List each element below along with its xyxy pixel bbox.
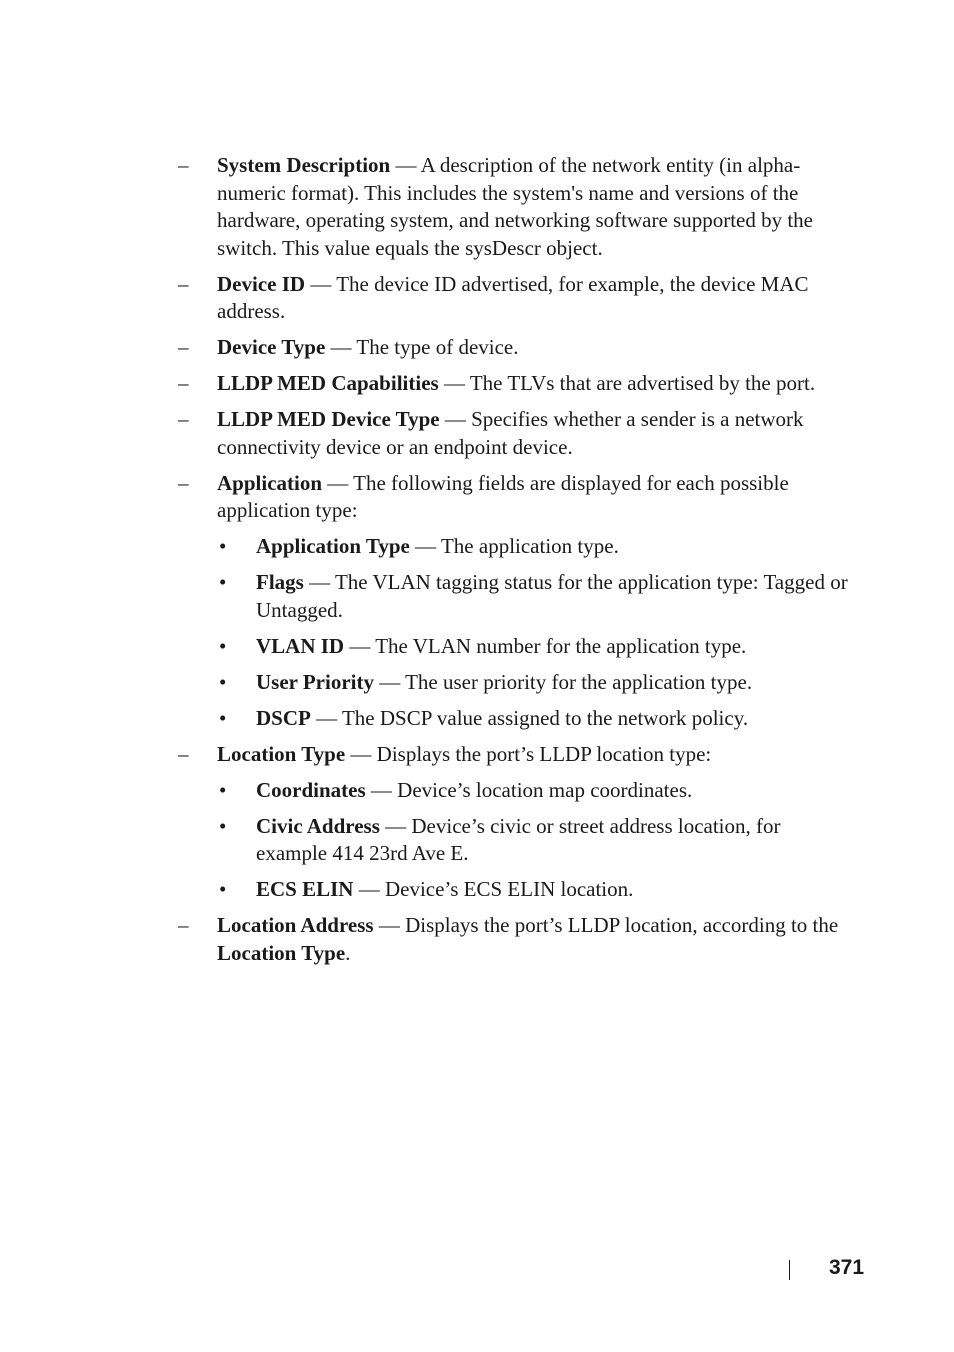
separator: — <box>310 705 342 730</box>
term-label: User Priority <box>256 669 374 694</box>
separator: — <box>373 669 406 694</box>
sublist-item-user-priority <box>0 669 856 697</box>
bullet-marker: • <box>219 813 227 838</box>
dash-marker: – <box>178 741 189 766</box>
dash-marker: – <box>178 153 189 177</box>
term-description: The VLAN number for the application type. <box>375 633 747 658</box>
term-description: Device’s ECS ELIN location. <box>384 877 634 901</box>
separator: — <box>390 153 421 177</box>
sublist-item-vlan-id <box>0 633 856 661</box>
sentence-end: . <box>345 940 351 965</box>
list-item-location-address <box>0 912 853 967</box>
bullet-marker: • <box>219 669 227 694</box>
list-item-device-type <box>0 334 853 362</box>
bullet-marker: • <box>219 633 227 658</box>
dash-marker: – <box>178 371 189 395</box>
bullet-marker: • <box>219 877 227 901</box>
list-item-location-type <box>0 741 853 769</box>
term-label: Flags <box>256 570 304 594</box>
bullet-marker: • <box>219 570 227 594</box>
page-number: 371 <box>829 1256 865 1279</box>
sublist-item-coordinates <box>0 777 856 805</box>
dash-marker: – <box>178 335 189 359</box>
term-label: Application Type <box>256 534 410 558</box>
bullet-marker: • <box>219 705 227 730</box>
sublist-item-civic-address <box>0 813 856 868</box>
term-label: LLDP MED Capabilities <box>217 371 439 395</box>
separator: — <box>439 407 472 431</box>
page-footer <box>0 1254 954 1284</box>
separator: — <box>365 777 398 802</box>
term-label: Device Type <box>217 335 326 359</box>
separator: — <box>303 570 335 594</box>
term-description: The VLAN tagging status for the application type: Tagged or Untagged. <box>256 570 848 622</box>
term-description: The DSCP value assigned to the network policy. <box>341 705 749 730</box>
list-item-device-id <box>0 271 853 326</box>
term-description: The application type. <box>440 534 619 558</box>
term-description: The user priority for the application type. <box>405 669 753 694</box>
term-description: Device’s civic or street address location, for example 414 23rd Ave E. <box>256 813 781 865</box>
footer-divider <box>789 1260 790 1280</box>
sublist-item-dscp <box>0 705 856 733</box>
separator: — <box>305 271 337 296</box>
term-description: Displays the port’s LLDP location type: <box>376 741 712 766</box>
separator: — <box>344 633 376 658</box>
list-item-lldp-med-device-type <box>0 406 853 461</box>
sublist-item-flags <box>0 569 856 624</box>
term-label: DSCP <box>256 705 311 730</box>
sublist-item-application-type <box>0 533 856 561</box>
list-item-application <box>0 470 853 525</box>
term-description: The type of device. <box>356 335 519 359</box>
term-label: Device ID <box>217 271 306 296</box>
term-label: Civic Address <box>256 813 380 838</box>
separator: — <box>379 813 412 838</box>
separator: — <box>322 470 354 495</box>
bullet-marker: • <box>219 534 227 558</box>
term-label: VLAN ID <box>256 633 345 658</box>
sublist-item-ecs-elin <box>0 876 856 904</box>
page-content <box>0 152 954 976</box>
separator: — <box>345 741 377 766</box>
term-reference: Location Type <box>217 940 346 965</box>
list-item-system-description <box>0 152 853 262</box>
separator: — <box>409 534 441 558</box>
term-label: Location Address <box>217 913 374 937</box>
term-label: LLDP MED Device Type <box>217 407 440 431</box>
term-description: Specifies whether a sender is a network connectivity device or an endpoint device. <box>217 407 804 459</box>
separator: — <box>373 913 406 937</box>
separator: — <box>438 371 470 395</box>
term-label: Coordinates <box>256 777 366 802</box>
term-description: A description of the network entity (in alpha-numeric format). This includes the system's name and versions of the hardware, operating system, and networking software supported by the switch. This value equals the sysDescr object. <box>217 153 813 260</box>
term-label: Application <box>217 470 323 495</box>
separator: — <box>353 877 385 901</box>
term-label: ECS ELIN <box>256 877 354 901</box>
term-description: The device ID advertised, for example, the device MAC address. <box>217 271 809 323</box>
term-label: Location Type <box>217 741 346 766</box>
separator: — <box>325 335 357 359</box>
term-description: Displays the port’s LLDP location, according to the <box>405 913 839 937</box>
term-description: The TLVs that are advertised by the port. <box>469 371 816 395</box>
dash-marker: – <box>178 271 189 296</box>
term-description: Device’s location map coordinates. <box>397 777 693 802</box>
list-item-lldp-med-capabilities <box>0 370 853 398</box>
dash-marker: – <box>178 913 189 937</box>
term-label: System Description <box>217 153 391 177</box>
dash-marker: – <box>178 470 189 495</box>
term-description: The following fields are displayed for each possible application type: <box>217 470 789 522</box>
dash-marker: – <box>178 407 189 431</box>
bullet-marker: • <box>219 777 227 802</box>
